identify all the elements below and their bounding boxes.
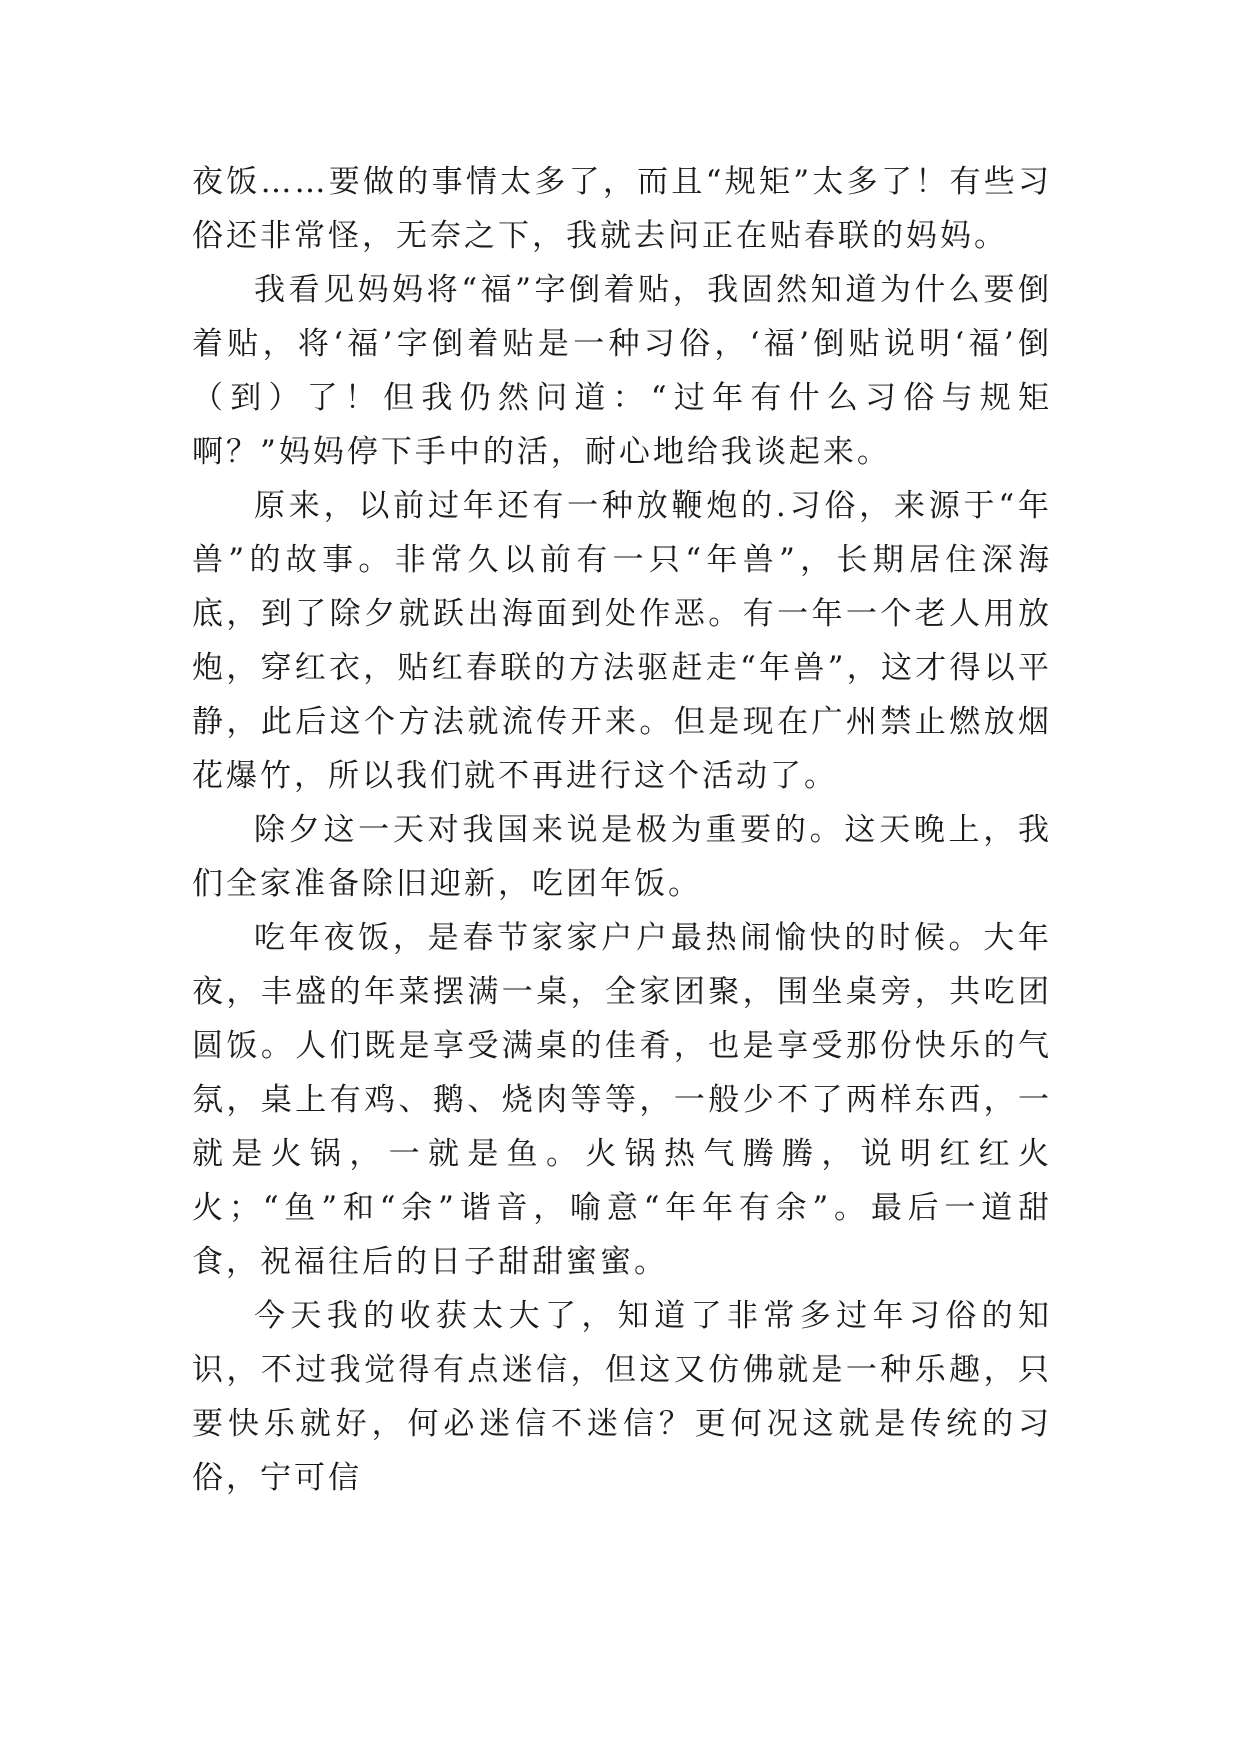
paragraph-conclusion: 今天我的收获太大了，知道了非常多过年习俗的知识，不过我觉得有点迷信，但这又仿佛就是一种乐趣，只要快乐就好，何必迷信不迷信？更何况这就是传统的习俗，宁可信 <box>192 1298 1052 1496</box>
paragraph-nian-beast: 原来，以前过年还有一种放鞭炮的.习俗，来源于“年兽”的故事。非常久以前有一只“年兽”，长期居住深海底，到了除夕就跃出海面到处作恶。有一年一个老人用放炮，穿红衣，贴红春联的方法驱赶走“年兽”，这才得以平静，此后这个方法就流传开来。但是现在广州禁止燃放烟花爆竹，所以我们就不再进行这个活动了。 <box>192 488 1052 794</box>
paragraph-new-years-eve: 除夕这一天对我国来说是极为重要的。这天晚上，我们全家准备除旧迎新，吃团年饭。 <box>192 812 1052 902</box>
paragraph-continued: 夜饭……要做的事情太多了，而且“规矩”太多了！有些习俗还非常怪，无奈之下，我就去问正在贴春联的妈妈。 <box>192 164 1052 254</box>
paragraph-fu-character: 我看见妈妈将“福”字倒着贴，我固然知道为什么要倒着贴，将‘福’字倒着贴是一种习俗，‘福’倒贴说明‘福’倒（到）了！但我仍然问道：“过年有什么习俗与规矩啊？”妈妈停下手中的活，耐心地给我谈起来。 <box>192 272 1052 470</box>
article-body <box>192 155 1052 1505</box>
paragraph-reunion-dinner: 吃年夜饭，是春节家家户户最热闹愉快的时候。大年夜，丰盛的年菜摆满一桌，全家团聚，围坐桌旁，共吃团圆饭。人们既是享受满桌的佳肴，也是享受那份快乐的气氛，桌上有鸡、鹅、烧肉等等，一般少不了两样东西，一就是火锅，一就是鱼。火锅热气腾腾，说明红红火火；“鱼”和“余”谐音，喻意“年年有余”。最后一道甜食，祝福往后的日子甜甜蜜蜜。 <box>192 920 1052 1280</box>
